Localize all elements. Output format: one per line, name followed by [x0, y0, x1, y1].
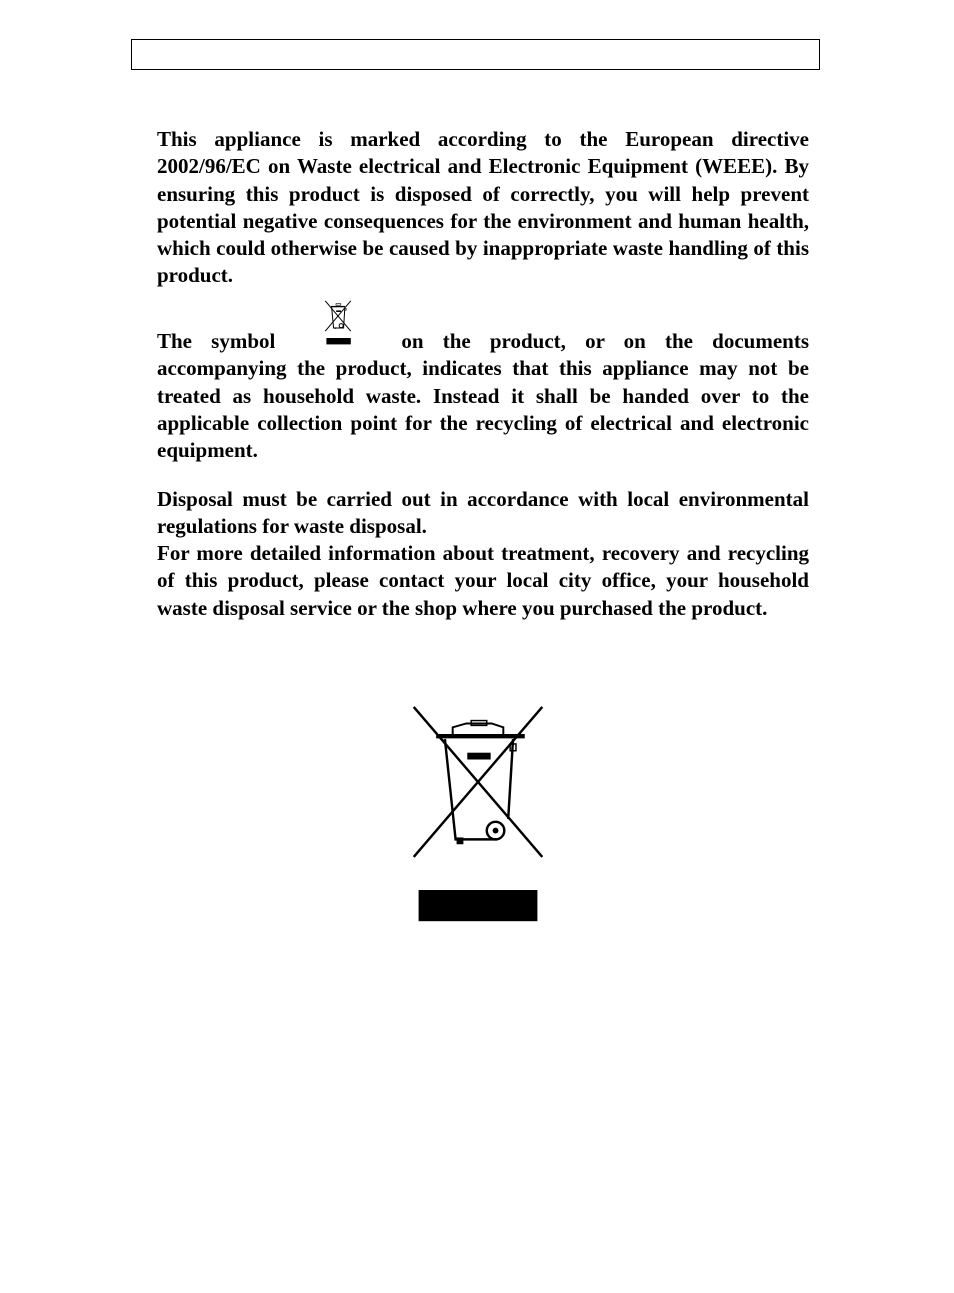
more-information-paragraph: For more detailed information about treatment, recovery and recycling of this product, please contact your local city office, your household waste disposal service or the shop where you purchased the product. [157, 541, 809, 620]
weee-directive-paragraph: This appliance is marked according to the European directive 2002/96/EC on Waste electrical and Electronic Equipment (WEEE). By ensuring this product is disposed of correctly, you will help prevent potential negative consequences for the environment and human health, which could otherwise be caused by inappropriate waste handling of this product. [157, 127, 809, 288]
crossed-bin-icon [324, 300, 352, 346]
symbol-meaning-paragraph [157, 326, 809, 464]
symbol-description-text: on the product, or on the documents accompanying the product, indicates that this appliance may not be treated as household waste. Instead it shall be handed over to the applicable collection point for the recycling of electrical and electronic equipment. [157, 329, 810, 463]
page-header-box [131, 39, 820, 70]
symbol-intro-text: The symbol [157, 329, 276, 353]
inline-bin-symbol [275, 326, 401, 348]
crossed-out-wheelie-bin-icon [408, 704, 548, 928]
disposal-regulations-paragraph: Disposal must be carried out in accordance with local environmental regulations for waste disposal. [157, 487, 809, 539]
